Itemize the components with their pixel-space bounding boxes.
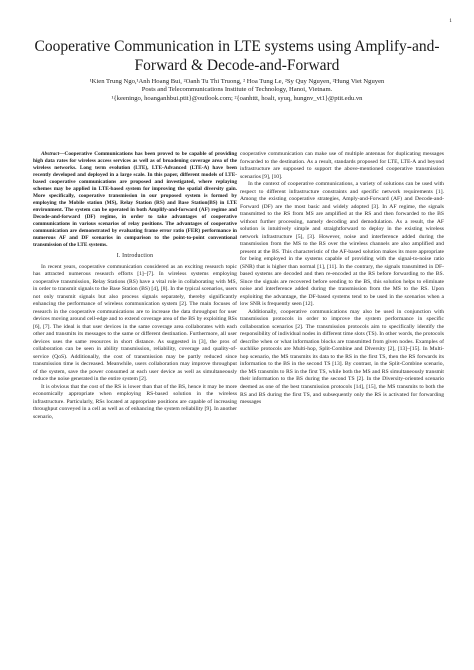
left-paragraph: It is obvious that the cost of the RS is lower than that of the BS, hence it may be more economically appropriate when employing RS-based solution in the wireless infrastructure. Particularly, RSs located at appropriate positions are capable of increasing throughput conveyed in a cell as well as of enhancing the system reliability [9]. In another scenario, bbox=[33, 383, 237, 420]
right-paragraph: In the context of cooperative communications, a variety of solutions can be used with respect to different infrastructure constraints and specific network requirements [1]. Among the existing cooperative strategies, Amply-and-Forward (AF) and Decode-and-Forward (DF) are the most basic and widely adopted [3]. In AF regime, the signals transmitted to the RS from MS are amplified at the RS and then forwarded to the BS without further processing, namely decoding and demodulation. As a result, the AF solution is intuitively simple and straightforward to deploy in the existing wireless network infrastructure [5], [3]. However, noise and interference added during the transmission from the MS to the RS over the wireless channels are also amplified and present at the BS. This characteristic of the AF-based solution makes its more appropriate for being employed in the systems capable of providing with the signal-to-noise ratio (SNR) that is higher than normal [1], [11]. In the contrary, the signals transmitted in DF-based systems are decoded and then re-encoded at the RS before forwarding to the BS. Since the signals are recovered before sending to the BS, this solution helps to eliminate noise and interference added during the transmission from the MS to the RS. Upon exploiting the advantage, the DF-based systems tend to be used in the scenarios when a low SNR is frequently seen [12]. bbox=[240, 181, 444, 308]
author-emails: ¹{keeningo, hoanganhbui.ptit}@outlook.com; ²{oanhttt, hoalt, syuq, hungnv_vt1}@ptit.edu.vn bbox=[111, 94, 363, 102]
abstract bbox=[33, 151, 237, 249]
author-affiliation: Posts and Telecommunications Institute of Technology, Hanoi, Vietnam. bbox=[141, 86, 333, 94]
author-block bbox=[20, 78, 454, 103]
left-paragraph: In recent years, cooperative communication considered as an exciting research topic has attracted numerous research efforts [1]–[7]. In wireless systems employing cooperative transmission, Relay Stations (RS) have a vital role in collaborating with MS, in order to transmit signals to the Base Station (BS) [4], [8]. In the typical scenarios, users not only transmit signals but also process signals separately, thereby significantly enhancing the performance of wireless communication system [2]. The main focuses of research in the cooperative communications are to increase the data throughput for user devices moving around cell-edge and to extend coverage area of the BS by exploiting RSs [6], [7]. The ideal is that user devices in the same coverage area collaborates with each other and transmits its messages to the same or different destination. Furthermore, all user devices uses the same resources in short distance. As suggested in [3], the pros of collaboration can be seen in ability transmission, reliability, coverage and quality-of-service (QoS). Additionally, the cost of transmission may be partly reduced since transmission time is decreased. Meanwhile, users collaboration may improve throughput of the system, save the power consumed at each user device as well as simultaneously reduce the noise generated in the entire system [2]. bbox=[33, 263, 237, 383]
abstract-text: —Cooperative Communications has been proved to be capable of providing high data rates for wireless access services as well as of broadening coverage area of the wireless networks. Long term evolution (LTE), LTE-Advanced (LTE-A) have been recently developed and deployed in a large scale. In this paper, different models of LTE-based cooperative communications are proposed and investigated, where replaying schemes may be applied in LTE-based system for improving the spatial diversity gain. More specifically, cooperative transmission in our proposed system is formed by employing the Mobile station (MS), Relay Station (RS) and Base Station(BS) in LTE environment. The system can be operated in both Amplify-and-forward (AF) regime and Decode-and-forward (DF) regime, in order to take advantages of cooperative communications in various scenarios of relay positions. The advantages of cooperative communication are demonstrated by evaluating frame error ratio (FER) performance in numerous AF and DF scenarios in comparison to the point-to-point conventional transmission of the LTE systems. bbox=[33, 151, 237, 248]
right-paragraph: cooperative communication can make use of multiple antennas for duplicating messages forwarded to the destination. As a result, standards proposed for LTE, LTE-A and beyond infrastructure are supposed to support the above-mentioned cooperative transmission scenarios [9], [10]. bbox=[240, 151, 444, 180]
section-heading: I. Introduction bbox=[116, 253, 154, 259]
paper-title: Cooperative Communication in LTE systems using Amplify-and-Forward & Decode-and-Forward bbox=[34, 38, 440, 74]
left-column bbox=[33, 151, 237, 421]
right-column bbox=[240, 151, 444, 407]
right-paragraph: Additionally, cooperative communications may also be used in conjunction with transmission protocols in order to improve the system performance in specific collaboration scenarios [2]. The transmission protocols aim to specifically identify the responsibility of individual nodes in different time slots (TS). In other words, the protocols describe when or what information blocks are transmitted from given nodes. Examples of suchlike protocols are Multi-hop, Split-Combine and Diversity [2], [13]–[15]. In Multi-hop scenario, the MS transmits its data to the RS in the first TS, then the RS forwards its information to the BS in the second TS [13]. By contrast, in the Split-Combine scenario, the MS transmits to RS in the first TS, while both the MS and RS simultaneously transmit their information to the BS during the second TS [2]. In the Diversity-oriented scenario deemed as one of the best transmission protocols [14], [15], the MS transmits to both the RS and BS during the first TS, and subsequently only the RS is activated for forwarding messages bbox=[240, 308, 444, 406]
page-number: 1 bbox=[449, 18, 452, 24]
abstract-lead: Abstract bbox=[41, 151, 60, 157]
author-names: ¹Kien Trung Ngo,¹Anh Hoang Bui, ²Oanh Tu Thi Truong, ² Hoa Tung Le, ²Sy Quy Nguyen, ²Hung Viet Nguyen bbox=[89, 78, 385, 85]
